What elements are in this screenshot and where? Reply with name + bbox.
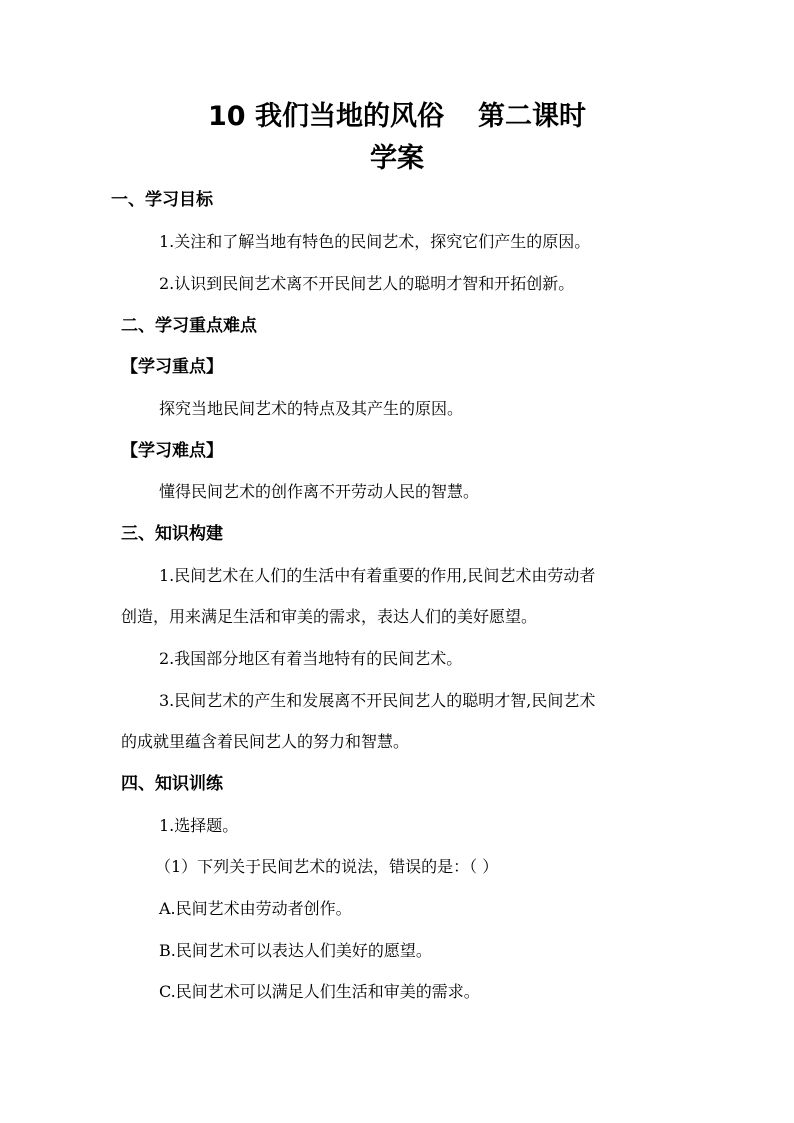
exercise-question-1-sub-1: （1）下列关于民间艺术的说法，错误的是：（ ） (155, 857, 499, 876)
document-subtitle: 学案 (370, 143, 424, 174)
difficulty-label: 【学习难点】 (121, 441, 223, 461)
key-point-text: 探究当地民间艺术的特点及其产生的原因。 (159, 399, 464, 418)
objective-item-1: 1.关注和了解当地有特色的民间艺术，探究它们产生的原因。 (159, 232, 591, 251)
exercise-option-c: C.民间艺术可以满足人们生活和审美的需求。 (159, 982, 480, 1001)
knowledge-item-3-line-2: 的成就里蕴含着民间艺人的努力和智慧。 (121, 732, 410, 751)
document-title (0, 100, 794, 134)
exercise-option-a: A.民间艺术由劳动者创作。 (159, 899, 352, 918)
section-heading-key-points: 二、学习重点难点 (121, 316, 257, 336)
section-heading-objectives: 一、学习目标 (111, 190, 213, 210)
difficulty-text: 懂得民间艺术的创作离不开劳动人民的智慧。 (159, 482, 480, 501)
key-point-label: 【学习重点】 (121, 357, 223, 377)
knowledge-item-3-line-1: 3.民间艺术的产生和发展离不开民间艺人的聪明才智,民间艺术 (159, 691, 596, 710)
objective-item-2: 2.认识到民间艺术离不开民间艺人的聪明才智和开拓创新。 (159, 274, 575, 293)
knowledge-item-1-line-2: 创造，用来满足生活和审美的需求，表达人们的美好愿望。 (121, 607, 538, 626)
section-heading-exercises: 四、知识训练 (121, 774, 223, 794)
title-lesson: 10 我们当地的风俗 (208, 101, 444, 132)
section-heading-knowledge: 三、知识构建 (121, 524, 223, 544)
knowledge-item-2: 2.我国部分地区有着当地特有的民间艺术。 (159, 649, 463, 668)
title-period: 第二课时 (477, 101, 586, 132)
exercise-question-1: 1.选择题。 (159, 816, 239, 835)
knowledge-item-1-line-1: 1.民间艺术在人们的生活中有着重要的作用,民间艺术由劳动者 (159, 566, 596, 585)
exercise-option-b: B.民间艺术可以表达人们美好的愿望。 (159, 941, 432, 960)
